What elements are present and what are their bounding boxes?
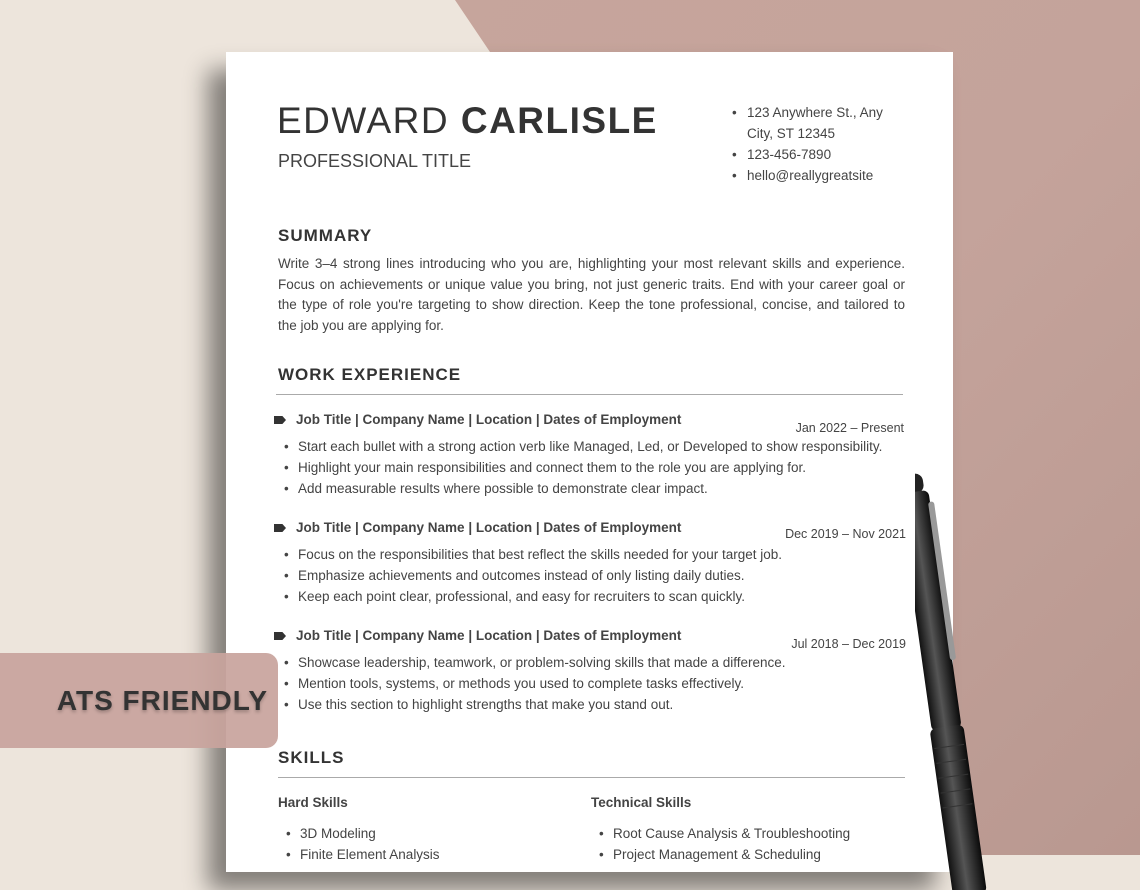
badge-label: ATS FRIENDLY (56, 684, 268, 716)
summary-text: Write 3–4 strong lines introducing who you are, highlighting your most relevant skills and experience. Focus on achievements or unique value you bring, not just generic traits. End with your career goal or the type of role you're targeting to show direction. Keep the tone professional, concise, and tailored to the job you are applying for. (278, 256, 905, 333)
skills-heading: SKILLS (278, 748, 345, 767)
resume-page (226, 52, 953, 872)
contact-list (732, 102, 912, 186)
job-bullet: • Showcase leadership, teamwork, or problem-solving skills that made a difference. (274, 652, 906, 673)
job-title: Job Title | Company Name | Location | Dates of Employment (296, 520, 682, 535)
job-entry (274, 412, 906, 499)
job-title: Job Title | Company Name | Location | Dates of Employment (296, 628, 682, 643)
tag-icon (274, 416, 286, 424)
job-bullet: • Use this section to highlight strengths that make you stand out. (274, 694, 906, 715)
job-date: Dec 2019 – Nov 2021 (785, 527, 906, 541)
skill-item: • 3D Modeling (278, 823, 440, 844)
job-bullet: • Mention tools, systems, or methods you used to complete tasks effectively. (274, 673, 906, 694)
skill-item: • Root Cause Analysis & Troubleshooting (591, 823, 850, 844)
job-entry (274, 628, 906, 715)
professional-title: PROFESSIONAL TITLE (278, 151, 472, 171)
work-heading: WORK EXPERIENCE (278, 365, 462, 384)
skill-item: • Finite Element Analysis (278, 844, 440, 865)
tag-icon (274, 524, 286, 532)
ats-friendly-badge (0, 653, 278, 748)
job-date: Jul 2018 – Dec 2019 (791, 637, 906, 651)
summary-heading: SUMMARY (278, 226, 373, 245)
skill-item: • Project Management & Scheduling (591, 844, 850, 865)
pen-image (915, 470, 995, 890)
hard-skills-title: Hard Skills (278, 795, 348, 810)
divider (276, 394, 903, 395)
job-entry (274, 520, 906, 607)
job-bullet: • Start each bullet with a strong action verb like Managed, Led, or Developed to show responsibility. (274, 436, 906, 457)
contact-email: • hello@reallygreatsite (732, 165, 912, 186)
resume-name (277, 100, 658, 142)
job-bullet: • Keep each point clear, professional, and easy for recruiters to scan quickly. (274, 586, 906, 607)
divider (278, 777, 905, 778)
job-title: Job Title | Company Name | Location | Dates of Employment (296, 412, 682, 427)
contact-address: • 123 Anywhere St., Any City, ST 12345 (732, 102, 912, 144)
job-bullet: • Highlight your main responsibilities and connect them to the role you are applying for. (274, 457, 906, 478)
tag-icon (274, 632, 286, 640)
last-name: CARLISLE (460, 100, 658, 141)
job-bullet: • Add measurable results where possible to demonstrate clear impact. (274, 478, 906, 499)
job-bullet: • Focus on the responsibilities that best reflect the skills needed for your target job. (274, 544, 906, 565)
job-bullet: • Emphasize achievements and outcomes instead of only listing daily duties. (274, 565, 906, 586)
technical-skills-title: Technical Skills (591, 795, 692, 810)
contact-phone: • 123-456-7890 (732, 144, 912, 165)
first-name: EDWARD (277, 100, 450, 141)
job-date: Jan 2022 – Present (795, 421, 904, 435)
